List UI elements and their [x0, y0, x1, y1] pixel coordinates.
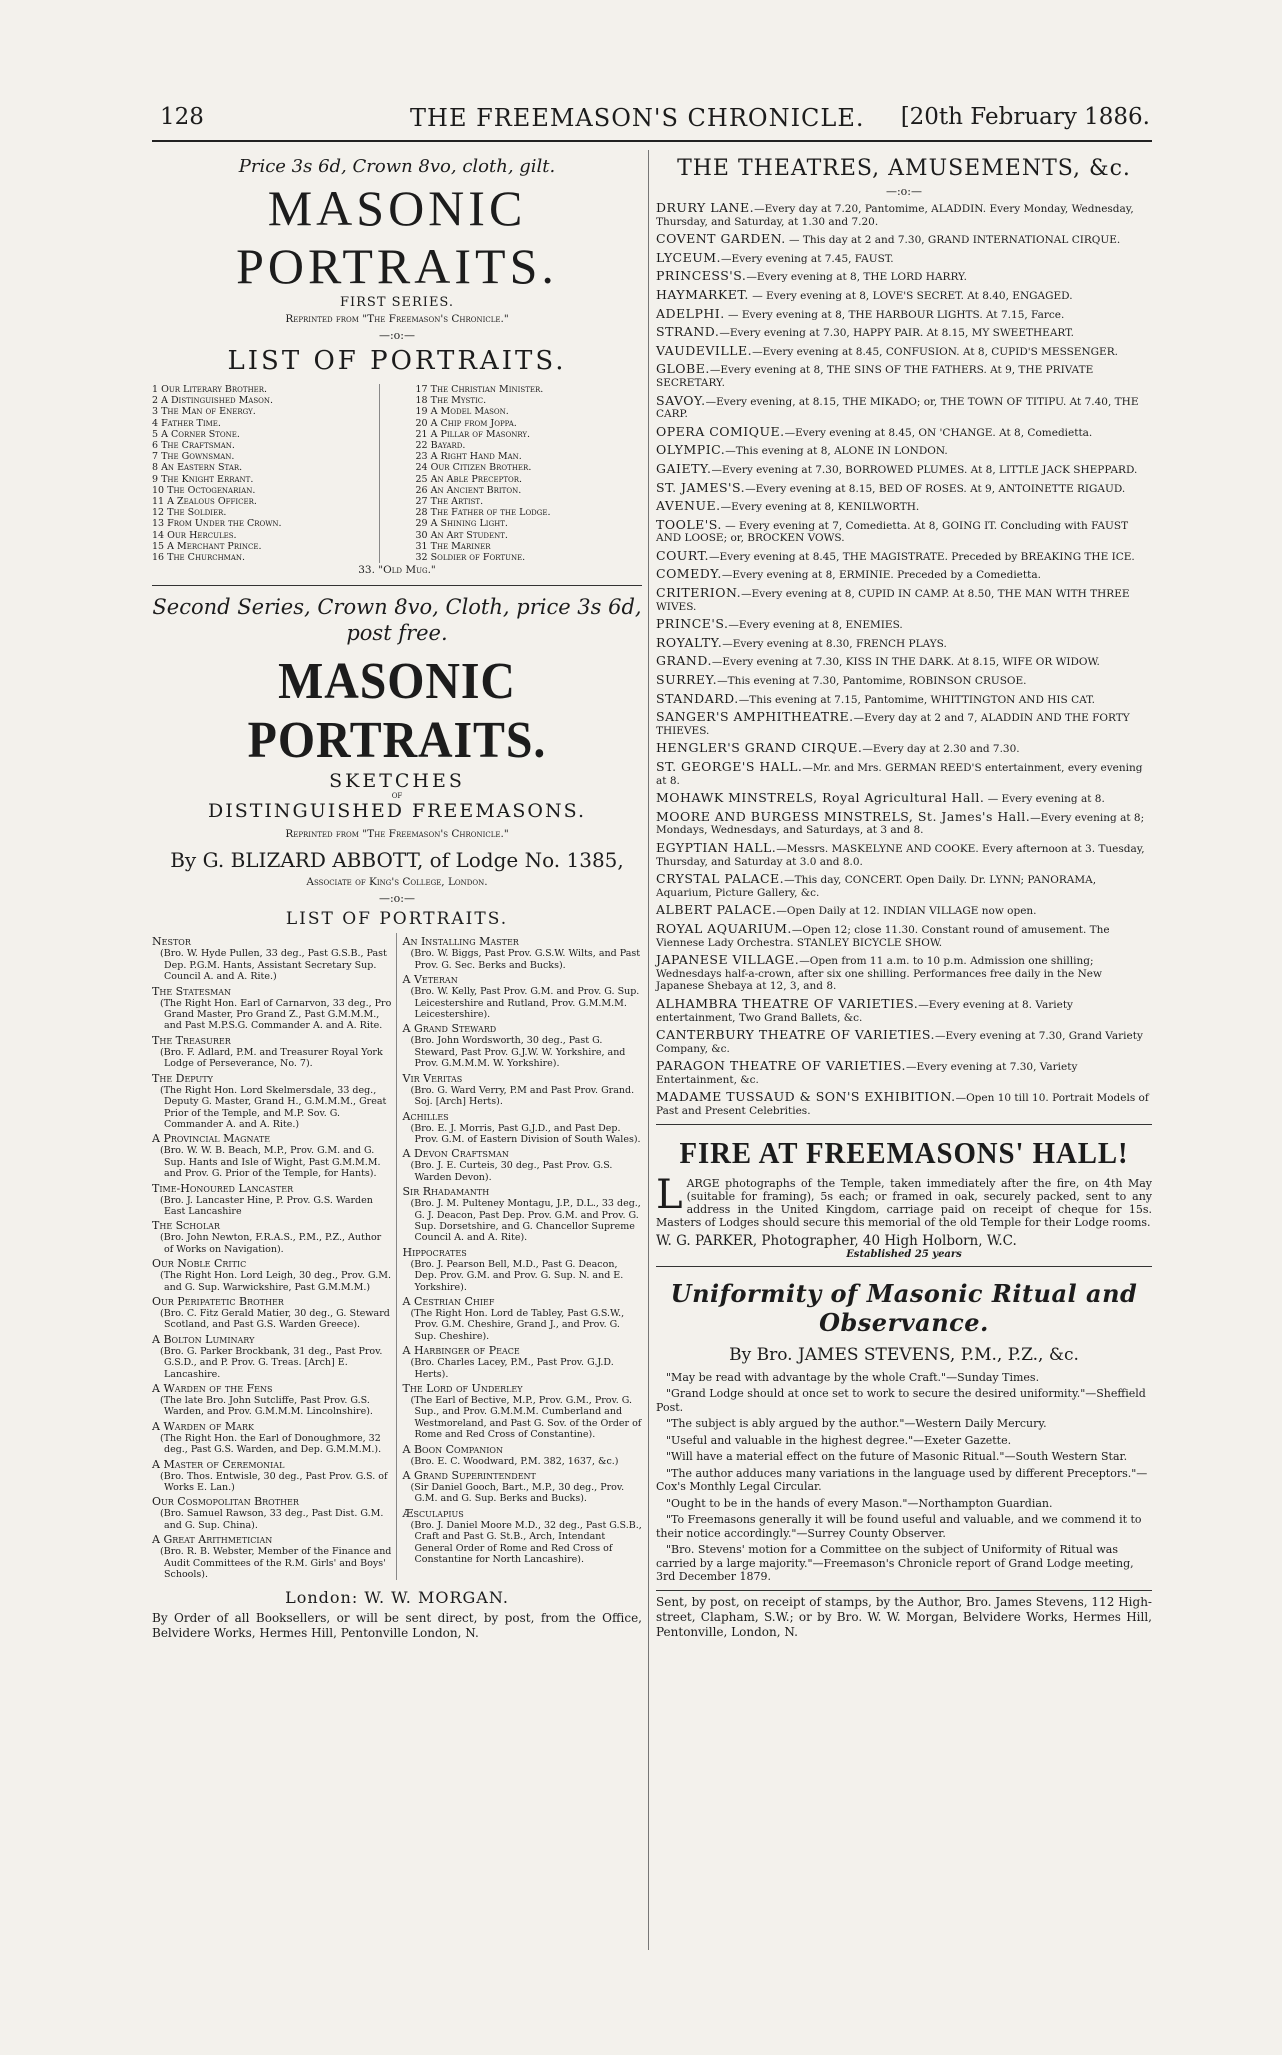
- portrait-title: The Lord of Underley: [402, 1382, 523, 1396]
- portrait-description: (Bro. Charles Lacey, P.M., Past Prov. G.J.D. Herts).: [410, 1357, 614, 1380]
- theatre-entry: [656, 286, 1152, 303]
- theatre-details: —Every evening at 8, CUPID IN CAMP. At 8.50, THE MAN WITH THREE WIVES.: [656, 588, 1130, 613]
- theatre-name: STRAND.: [656, 324, 720, 340]
- portrait-description: (Bro. C. Fitz Gerald Matier, 30 deg., G. Steward Scotland, and Past G.S. Warden Greece).: [160, 1307, 390, 1331]
- portrait-description: (Bro. J. Pearson Bell, M.D., Past G. Deacon, Dep. Prov. G.M. and Prov. G. Sup. N. and E. Yorkshire).: [410, 1258, 624, 1293]
- theatre-name: AVENUE.: [656, 498, 721, 514]
- portrait-entry: [403, 1344, 643, 1380]
- theatre-details: —This evening at 8, ALONE IN LONDON.: [725, 445, 948, 458]
- portrait-list-item: 28 The Father of the Lodge.: [415, 507, 551, 519]
- reprinted-note-1: Reprinted from "The Freemason's Chronicle.": [285, 313, 509, 325]
- theatre-details: —Every evening at 7.45, FAUST.: [721, 252, 894, 265]
- theatre-details: — Every evening at 8, LOVE'S SECRET. At 8.40, ENGAGED.: [748, 289, 1073, 302]
- portrait-entry: [152, 1295, 392, 1331]
- portrait-description: (Bro. G. Parker Brockbank, 31 deg., Past Prov. G.S.D., and P. Prov. G. Treas. [Arch] E. Lancashire.: [160, 1345, 383, 1380]
- theatre-details: —Every evening, at 8.15, THE MIKADO; or, THE TOWN OF TITIPU. At 7.40, THE CARP.: [656, 395, 1139, 421]
- theatre-entry: [656, 634, 1152, 651]
- portrait-list-2: [152, 933, 642, 1580]
- theatre-name: HAYMARKET.: [656, 286, 749, 302]
- portrait-list-2-col1: [152, 933, 396, 1580]
- press-quote: "Will have a material effect on the future of Masonic Ritual."—South Western Star.: [666, 1450, 1128, 1464]
- theatre-details: —Open Daily at 12. INDIAN VILLAGE now open.: [776, 905, 1037, 918]
- theatre-details: —Every evening at 7.30, BORROWED PLUMES. At 8, LITTLE JACK SHEPPARD.: [711, 463, 1138, 476]
- portrait-list-item: 27 The Artist.: [415, 496, 484, 508]
- portrait-entry: [152, 1533, 392, 1580]
- theatre-entry: [656, 568, 1152, 582]
- theatres-heading: THE THEATRES, AMUSEMENTS, &c.: [677, 156, 1131, 181]
- theatre-details: — This day at 2 and 7.30, GRAND INTERNATIONAL CIRQUE.: [785, 234, 1121, 247]
- portrait-title: Vir Veritas: [402, 1071, 463, 1085]
- theatre-entry: [656, 954, 1152, 993]
- fire-rule: [656, 1124, 1152, 1125]
- portrait-list-item: 1 Our Literary Brother.: [152, 384, 268, 395]
- theatre-entry: [656, 444, 1152, 458]
- portrait-title: Our Cosmopolitan Brother: [152, 1495, 299, 1509]
- theatre-name: ROYALTY.: [656, 634, 723, 650]
- portrait-title: A Great Arithmetician: [152, 1533, 273, 1547]
- portrait-list-item: 4 Father Time.: [152, 417, 221, 429]
- press-quote: "Useful and valuable in the highest degree."—Exeter Gazette.: [666, 1433, 1012, 1447]
- portrait-entry: [152, 1034, 392, 1070]
- portrait-list-item: 3 The Man of Energy.: [152, 406, 256, 418]
- theatre-entry: [656, 423, 1152, 440]
- theatre-entry: [656, 233, 1152, 247]
- portrait-title: Time-Honoured Lancaster: [152, 1181, 294, 1195]
- portrait-description: (The Right Hon. the Earl of Donoughmore, 32 deg., Past G.S. Warden, and Dep. G.M.M.M.).: [160, 1432, 382, 1456]
- theatre-details: —Every evening at 8.45, CONFUSION. At 8, CUPID'S MESSENGER.: [752, 345, 1118, 358]
- portrait-entry: [152, 1458, 392, 1494]
- fire-advert: [656, 1171, 1152, 1229]
- theatre-entry: [656, 808, 1152, 837]
- theatre-entry: [656, 1029, 1152, 1055]
- parker-line: W. G. PARKER, Photographer, 40 High Holborn, W.C.: [656, 1232, 1017, 1249]
- masonic-portraits-title-2: MASONIC PORTRAITS.: [247, 653, 547, 770]
- theatre-entry: [656, 363, 1152, 389]
- portrait-description: (The late Bro. John Sutcliffe, Past Prov. G.S. Warden, and Prov. G.M.M.M. Lincolnshire).: [160, 1395, 373, 1418]
- press-quote: "Ought to be in the hands of every Mason."—Northampton Guardian.: [666, 1496, 1053, 1510]
- theatre-entry: [656, 690, 1152, 707]
- separator-2: —:o:—: [378, 892, 416, 906]
- theatre-entry: [656, 873, 1152, 899]
- theatre-name: MOORE AND BURGESS MINSTRELS, St. James's Hall.: [656, 808, 1031, 824]
- portrait-title: A Warden of Mark: [152, 1419, 254, 1433]
- theatre-details: —Every evening at 8, THE SINS OF THE FATHERS. At 9, THE PRIVATE SECRETARY.: [656, 364, 1094, 389]
- theatre-name: COMEDY.: [656, 566, 722, 582]
- press-quote: "To Freemasons generally it will be found useful and valuable, and we commend it to their notice accordingly."—Surrey County Observer.: [656, 1513, 1142, 1540]
- portrait-list-item: 22 Bayard.: [415, 440, 466, 452]
- portrait-entry: [403, 1469, 643, 1505]
- portrait-list-item: 19 A Model Mason.: [415, 406, 509, 418]
- theatre-entry: [656, 674, 1152, 688]
- theatre-name: OPERA COMIQUE.: [656, 423, 785, 439]
- theatre-name: HENGLER'S GRAND CIRQUE.: [656, 740, 863, 756]
- theatre-entry: [656, 761, 1152, 787]
- portrait-description: (The Right Hon. Lord Skelmersdale, 33 deg., Deputy G. Master, Grand H., G.M.M.M., Great Prior of the Temple, and M.P. Sov. G. Commander A. and A. Rite.): [160, 1084, 387, 1130]
- portrait-list-item: 11 A Zealous Officer.: [152, 496, 257, 508]
- list1-last-item: 33. "Old Mug.": [358, 564, 436, 577]
- theatre-entry: [656, 1060, 1152, 1086]
- theatre-name: EGYPTIAN HALL.: [656, 839, 777, 855]
- portrait-title: Our Peripatetic Brother: [152, 1294, 284, 1308]
- theatre-details: — Every evening at 8, THE HARBOUR LIGHTS. At 7.15, Farce.: [724, 308, 1065, 321]
- theatre-entry: [656, 839, 1152, 868]
- portrait-entry: [152, 1072, 392, 1131]
- portrait-list-item: 9 The Knight Errant.: [152, 473, 254, 485]
- theatre-details: —Open 12; close 11.30. Constant round of amusement. The Viennese Lady Orchestra. STANLEY BICYCLE SHOW.: [656, 923, 1110, 949]
- portrait-description: (Bro. J. E. Curteis, 30 deg., Past Prov. G.S. Warden Devon).: [410, 1160, 613, 1183]
- theatre-entry: [656, 202, 1152, 228]
- theatre-entry: [656, 460, 1152, 477]
- portrait-title: The Deputy: [152, 1071, 213, 1085]
- theatre-entry: [656, 655, 1152, 669]
- theatre-details: —Messrs. MASKELYNE AND COOKE. Every afternoon at 3. Tuesday, Thursday, and Saturday at 3.0 and 8.0.: [656, 842, 1145, 868]
- theatre-entry: [656, 995, 1152, 1024]
- portrait-description: (Sir Daniel Gooch, Bart., M.P., 30 deg., Prov. G.M. and G. Sup. Berks and Bucks).: [410, 1482, 625, 1505]
- portrait-description: (Bro. W. Hyde Pullen, 33 deg., Past G.S.B., Past Dep. P.G.M. Hants, Assistant Secretary Sup. Council A. and A. Rite.): [160, 948, 387, 983]
- press-quote: "Grand Lodge should at once set to work to secure the desired uniformity."—Sheffield Post.: [656, 1387, 1146, 1414]
- portrait-title: Achilles: [402, 1109, 449, 1123]
- portrait-title: Æsculapius: [402, 1506, 464, 1520]
- portrait-description: (The Right Hon. Earl of Carnarvon, 33 deg., Pro Grand Master, Pro Grand Z., Past G.M.M.M., and Past M.P.S.G. Commander A. and A. Rite.: [160, 997, 392, 1032]
- theatre-details: — Every evening at 8.: [984, 793, 1105, 806]
- theatre-entry: [656, 392, 1152, 421]
- portrait-entry: [403, 1185, 643, 1244]
- portrait-entry: [152, 1219, 392, 1255]
- portrait-list-item: 20 A Chip from Joppa.: [415, 417, 517, 429]
- portrait-description: (Bro. W. Biggs, Past Prov. G.S.W. Wilts, and Past Prov. G. Sec. Berks and Bucks).: [410, 948, 641, 971]
- portrait-description: (Bro. J. Lancaster Hine, P. Prov. G.S. Warden East Lancashire: [160, 1194, 373, 1217]
- theatre-details: —Open 10 till 10. Portrait Models of Past and Present Celebrities.: [656, 1092, 1149, 1118]
- portrait-description: (The Earl of Bective, M.P., Prov. G.M., Prov. G. Sup., and Prov. G.M.M.M. Cumberland and Westmoreland, and Past G. Sov. of the Order of Rome and Red Cross of Constantine).: [410, 1395, 642, 1441]
- theatre-entry: [656, 904, 1152, 918]
- fire-text: ARGE photographs of the Temple, taken immediately after the fire, on 4th May (suitable for framing), 5s each; or framed in oak, securely packed, sent to any address in the United Kingdom, carriage paid on receipt of cheque for 15s. Masters of Lodges should secure this memorial of the old Temple for their Lodge rooms.: [656, 1176, 1152, 1229]
- london-publisher: London: W. W. MORGAN.: [285, 1588, 509, 1608]
- portrait-entry: [152, 1257, 392, 1293]
- press-quotes: [656, 1371, 1152, 1584]
- uniformity-rule: [656, 1266, 1152, 1267]
- theatre-entry: [656, 742, 1152, 756]
- portrait-entry: [403, 1147, 643, 1183]
- portrait-title: A Grand Steward: [402, 1022, 497, 1036]
- theatre-details: —Every evening at 8. Variety entertainment, Two Grand Ballets, &c.: [656, 998, 1073, 1024]
- theatre-name: GRAND.: [656, 653, 712, 669]
- issue-date: [20th February 1886.: [900, 104, 1150, 130]
- theatre-details: —Every evening at 7.30, KISS IN THE DARK. At 8.15, WIFE OR WIDOW.: [711, 656, 1100, 669]
- theatre-name: OLYMPIC.: [656, 442, 726, 458]
- theatre-entry: [656, 618, 1152, 632]
- theatres-separator: —:o:—: [885, 185, 923, 198]
- portrait-list-2-col2: [396, 933, 643, 1580]
- portrait-list-item: 6 The Craftsman.: [152, 440, 235, 452]
- theatre-details: —Every evening at 8.15, BED OF ROSES. At 9, ANTOINETTE RIGAUD.: [745, 482, 1126, 495]
- theatre-entry: [656, 342, 1152, 359]
- first-series: FIRST SERIES.: [339, 295, 455, 310]
- portrait-title: A Warden of the Fens: [152, 1382, 273, 1396]
- portrait-list-item: 30 An Art Student.: [415, 529, 508, 541]
- theatre-name: CANTERBURY THEATRE OF VARIETIES.: [656, 1027, 935, 1043]
- theatre-details: —Every evening at 8, ENEMIES.: [728, 619, 903, 632]
- press-quote: "May be read with advantage by the whole Craft."—Sunday Times.: [666, 1370, 1040, 1384]
- fire-title: FIRE AT FREEMASONS' HALL!: [679, 1134, 1129, 1170]
- portrait-title: A Master of Ceremonial: [152, 1457, 285, 1471]
- associate-line: Associate of King's College, London.: [306, 876, 488, 889]
- portrait-title: A Grand Superintendent: [402, 1469, 536, 1483]
- theatre-name: VAUDEVILLE.: [656, 342, 753, 358]
- order-note: By Order of all Booksellers, or will be sent direct, by post, from the Office, Belvidere Works, Hermes Hill, Pentonville London, N.: [152, 1611, 642, 1641]
- list-of-portraits-title-2: LIST OF PORTRAITS.: [285, 909, 509, 930]
- theatre-name: TOOLE'S.: [656, 516, 722, 532]
- portrait-description: (Bro. F. Adlard, P.M. and Treasurer Royal York Lodge of Perseverance, No. 7).: [160, 1046, 383, 1070]
- sketches: SKETCHES: [329, 770, 465, 793]
- portrait-list-item: 24 Our Citizen Brother.: [415, 462, 532, 474]
- portrait-description: (Bro. J. M. Pulteney Montagu, J.P., D.L., 33 deg., G. J. Deacon, Past Dep. Prov. G.M. and Prov. G. Sup. Dorsetshire, and G. Chancellor Supreme Council A. and A. Rite).: [410, 1198, 641, 1244]
- portrait-title: A Veteran: [402, 973, 458, 987]
- theatre-details: —Every evening at 8.30, FRENCH PLAYS.: [722, 637, 947, 650]
- portrait-entry: [152, 1132, 392, 1179]
- second-series-note: Second Series, Crown 8vo, Cloth, price 3s 6d, post free.: [152, 595, 642, 646]
- column-divider: [648, 150, 649, 1950]
- portrait-list-item: 23 A Right Hand Man.: [415, 451, 522, 463]
- portrait-list-1-col1: [152, 384, 379, 563]
- theatre-name: DRURY LANE.: [656, 200, 755, 215]
- portrait-list-item: 14 Our Hercules.: [152, 529, 237, 541]
- portrait-list-item: 25 An Able Preceptor.: [415, 473, 523, 485]
- uniformity-title: Uniformity of Masonic Ritual and Observance.: [670, 1278, 1138, 1337]
- portrait-list-item: 26 An Ancient Briton.: [415, 484, 522, 496]
- portrait-description: (Bro. Thos. Entwisle, 30 deg., Past Prov. G.S. of Works E. Lan.): [160, 1470, 388, 1494]
- portrait-description: (Bro. E. C. Woodward, P.M. 382, 1637, &c.): [410, 1455, 619, 1467]
- theatre-details: —Every evening at 8, KENILWORTH.: [720, 501, 920, 514]
- portrait-list-item: 17 The Christian Minister.: [415, 384, 544, 395]
- theatre-details: —Every evening at 7.30, Grand Variety Company, &c.: [656, 1030, 1143, 1055]
- portrait-entry: [152, 1182, 392, 1218]
- theatre-name: ST. JAMES'S.: [656, 479, 746, 495]
- theatre-name: COURT.: [656, 547, 710, 563]
- theatre-details: —Every day at 2.30 and 7.30.: [862, 743, 1020, 756]
- portrait-description: (Bro. R. B. Webster, Member of the Finance and Audit Committees of the R.M. Girls' and Boys' Schools).: [160, 1546, 392, 1581]
- theatre-entry: [656, 1091, 1152, 1117]
- distinguished-freemasons: DISTINGUISHED FREEMASONS.: [208, 800, 586, 823]
- established-line: Established 25 years: [846, 1248, 962, 1260]
- portrait-list-item: 31 The Mariner: [415, 540, 491, 552]
- portrait-title: A Cestrian Chief: [402, 1294, 495, 1308]
- theatre-details: —Every day at 7.20, Pantomime, ALADDIN. Every Monday, Wednesday, Thursday, and Saturday, at 1.30 and 7.20.: [656, 203, 1134, 228]
- portrait-list-1-col2: [379, 384, 643, 563]
- section-rule: [152, 585, 642, 586]
- portrait-title: A Bolton Luminary: [152, 1332, 255, 1346]
- theatre-details: —Every evening at 7.30, HAPPY PAIR. At 8.15, MY SWEETHEART.: [719, 327, 1074, 340]
- separator: —:o:—: [378, 329, 416, 342]
- of-label: OF: [391, 792, 403, 801]
- portrait-list-item: 15 A Merchant Prince.: [152, 540, 262, 552]
- theatre-name: PARAGON THEATRE OF VARIETIES.: [656, 1058, 906, 1074]
- theatre-name: MADAME TUSSAUD & SON'S EXHIBITION.: [656, 1089, 956, 1105]
- price-line-1: Price 3s 6d, Crown 8vo, cloth, gilt.: [238, 156, 556, 177]
- portrait-entry: [152, 1333, 392, 1380]
- portrait-list-item: 7 The Gownsman.: [152, 451, 235, 463]
- drop-cap: L: [656, 1171, 683, 1218]
- press-quote: "The author adduces many variations in the language used by different Preceptors."—Cox's Monthly Legal Circular.: [656, 1466, 1148, 1494]
- portrait-entry: [152, 1382, 392, 1418]
- theatre-name: STANDARD.: [656, 690, 739, 706]
- sent-note: Sent, by post, on receipt of stamps, by the Author, Bro. James Stevens, 112 High-street, Clapham, S.W.; or by Bro. W. W. Morgan, Belvidere Works, Hermes Hill, Pentonville, London, N.: [656, 1594, 1152, 1639]
- portrait-title: A Boon Companion: [402, 1442, 503, 1456]
- theatre-name: COVENT GARDEN.: [656, 231, 786, 247]
- theatre-name: SURREY.: [656, 672, 718, 688]
- portrait-description: (Bro. J. Daniel Moore M.D., 32 deg., Past G.S.B., Craft and Past G. St.B., Arch, Intendant General Order of Rome and Red Cross of Constantine for North Lancashire).: [410, 1519, 642, 1566]
- theatre-name: GLOBE.: [656, 361, 710, 377]
- portrait-description: (Bro. W. W. B. Beach, M.P., Prov. G.M. and G. Sup. Hants and Isle of Wight, Past G.M.M.M. and Prov. G. Prior of the Temple, for Hants).: [160, 1145, 381, 1180]
- theatre-name: PRINCE'S.: [656, 616, 729, 632]
- portrait-title: A Devon Craftsman: [402, 1147, 509, 1161]
- portrait-list-item: 21 A Pillar of Masonry.: [415, 428, 531, 440]
- portrait-list-item: 10 The Octogenarian.: [152, 484, 256, 496]
- theatre-name: CRYSTAL PALACE.: [656, 871, 785, 887]
- portrait-title: The Treasurer: [152, 1033, 231, 1047]
- theatre-listings: [656, 202, 1152, 1118]
- theatre-details: —Mr. and Mrs. GERMAN REED'S entertainment, every evening at 8.: [656, 762, 1143, 787]
- page-number: 128: [160, 104, 204, 130]
- theatre-entry: [656, 920, 1152, 949]
- theatre-name: JAPANESE VILLAGE.: [656, 952, 800, 968]
- theatre-name: ST. GEORGE'S HALL.: [656, 759, 803, 774]
- portrait-entry: [152, 1420, 392, 1456]
- portrait-list-item: 18 The Mystic.: [415, 395, 487, 407]
- portrait-entry: [152, 935, 392, 982]
- list-of-portraits-title-1: LIST OF PORTRAITS.: [227, 346, 567, 376]
- theatre-name: SANGER'S AMPHITHEATRE.: [656, 709, 854, 725]
- author-line: By G. BLIZARD ABBOTT, of Lodge No. 1385,: [170, 848, 624, 873]
- portrait-title: Our Noble Critic: [152, 1257, 247, 1271]
- theatre-details: —Every evening at 8.45, THE MAGISTRATE. Preceded by BREAKING THE ICE.: [709, 550, 1135, 563]
- portrait-list-item: 2 A Distinguished Mason.: [152, 395, 274, 407]
- page-header: [160, 104, 1150, 144]
- portrait-list-item: 29 A Shining Light.: [415, 518, 508, 530]
- theatre-details: —Every evening at 8.45, ON 'CHANGE. At 8, Comedietta.: [784, 426, 1093, 439]
- portrait-title: The Scholar: [152, 1219, 220, 1233]
- portrait-description: (Bro. John Newton, F.R.A.S., P.M., P.Z., Author of Works on Navigation).: [160, 1232, 382, 1255]
- theatre-details: —This evening at 7.30, Pantomime, ROBINSON CRUSOE.: [717, 675, 1027, 688]
- portrait-list-item: 16 The Churchman.: [152, 552, 246, 564]
- theatre-name: ADELPHI.: [656, 305, 725, 321]
- theatre-entry: [656, 547, 1152, 564]
- portrait-list-item: 32 Soldier of Fortune.: [415, 552, 526, 564]
- theatre-name: ALBERT PALACE.: [656, 902, 777, 918]
- portrait-entry: [403, 1443, 643, 1467]
- theatre-entry: [656, 587, 1152, 613]
- portrait-title: The Statesman: [152, 984, 232, 998]
- reprinted-note-2: Reprinted from "The Freemason's Chronicle.": [285, 828, 509, 841]
- theatre-details: —Open from 11 a.m. to 10 p.m. Admission one shilling; Wednesdays half-a-crown, after six one shilling. Performances free daily in the New Japanese Shebaya at 12, 3, and 8.: [656, 955, 1102, 993]
- theatre-entry: [656, 500, 1152, 514]
- portrait-entry: [403, 1072, 643, 1108]
- theatre-entry: [656, 711, 1152, 737]
- portrait-entry: [403, 1507, 643, 1566]
- portrait-list-1: [152, 384, 642, 563]
- theatre-details: —Every day at 2 and 7, ALADDIN AND THE FORTY THIEVES.: [656, 712, 1130, 737]
- portrait-description: (Bro. John Wordsworth, 30 deg., Past G. Steward, Past Prov. G.J.W. W. Yorkshire, and Prov. G.M.M.M. W. Yorkshire).: [410, 1035, 626, 1070]
- theatre-entry: [656, 305, 1152, 322]
- portrait-title: Sir Rhadamanth: [402, 1185, 490, 1199]
- theatre-entry: [656, 270, 1152, 284]
- portrait-list-item: 5 A Corner Stone.: [152, 428, 240, 440]
- portrait-entry: [152, 1495, 392, 1531]
- press-quote: "The subject is ably argued by the author."—Western Daily Mercury.: [666, 1417, 1047, 1431]
- theatre-details: —Every evening at 8; Mondays, Wednesdays, and Saturdays, at 3 and 8.: [656, 811, 1145, 837]
- portrait-list-item: 12 The Soldier.: [152, 507, 227, 519]
- portrait-entry: [403, 973, 643, 1020]
- portrait-description: (Bro. W. Kelly, Past Prov. G.M. and Prov. G. Sup. Leicestershire and Rutland, Prov. G.M.M.M. Leicestershire).: [410, 986, 640, 1021]
- portrait-description: (Bro. G. Ward Verry, P.M and Past Prov. Grand. Soj. [Arch] Herts).: [410, 1084, 635, 1108]
- portrait-title: An Installing Master: [402, 935, 519, 949]
- portrait-entry: [403, 935, 643, 971]
- stevens-author: By Bro. JAMES STEVENS, P.M., P.Z., &c.: [729, 1344, 1079, 1365]
- header-rule: [152, 140, 1152, 142]
- theatre-entry: [656, 249, 1152, 266]
- portrait-description: (The Right Hon. Lord Leigh, 30 deg., Prov. G.M. and G. Sup. Warwickshire, Past G.M.M.M.): [160, 1270, 391, 1293]
- right-column: [656, 150, 1152, 1640]
- theatre-entry: [656, 479, 1152, 496]
- portrait-entry: [403, 1382, 643, 1441]
- theatre-name: ROYAL AQUARIUM.: [656, 920, 792, 936]
- theatre-name: ALHAMBRA THEATRE OF VARIETIES.: [656, 995, 919, 1011]
- publication-title: THE FREEMASON'S CHRONICLE.: [410, 104, 865, 132]
- left-column: [152, 150, 642, 1641]
- portrait-title: A Provincial Magnate: [152, 1132, 271, 1146]
- theatre-details: —Every evening at 8, ERMINIE. Preceded by a Comedietta.: [721, 569, 1041, 582]
- portrait-description: (Bro. Samuel Rawson, 33 deg., Past Dist. G.M. and G. Sup. China).: [160, 1508, 384, 1531]
- theatre-entry: [656, 516, 1152, 545]
- theatre-details: —This evening at 7.15, Pantomime, WHITTINGTON AND HIS CAT.: [738, 693, 1095, 706]
- theatre-details: —Every evening at 7.30, Variety Entertainment, &c.: [656, 1061, 1078, 1086]
- portrait-entry: [403, 1246, 643, 1293]
- masonic-portraits-title-1: MASONIC PORTRAITS.: [236, 180, 558, 294]
- theatre-name: MOHAWK MINSTRELS, Royal Agricultural Hall.: [656, 790, 985, 806]
- theatre-details: — Every evening at 7, Comedietta. At 8, GOING IT. Concluding with FAUST AND LOOSE; or, BROCKEN VOWS.: [656, 519, 1129, 545]
- theatre-name: LYCEUM.: [656, 249, 722, 265]
- portrait-list-item: 8 An Eastern Star.: [152, 462, 243, 474]
- portrait-title: Nestor: [152, 935, 191, 949]
- portrait-entry: [403, 1022, 643, 1069]
- portrait-entry: [403, 1110, 643, 1146]
- theatre-entry: [656, 792, 1152, 806]
- portrait-title: A Harbinger of Peace: [402, 1344, 520, 1358]
- theatre-name: GAIETY.: [656, 460, 712, 476]
- portrait-description: (Bro. E. J. Morris, Past G.J.D., and Past Dep. Prov. G.M. of Eastern Division of South Wales).: [410, 1122, 641, 1145]
- portrait-description: (The Right Hon. Lord de Tabley, Past G.S.W., Prov. G.M. Cheshire, Grand J., and Prov. G. Sup. Cheshire).: [410, 1307, 625, 1342]
- portrait-entry: [403, 1295, 643, 1342]
- sent-rule: [656, 1590, 1152, 1591]
- theatre-name: CRITERION.: [656, 585, 742, 601]
- theatre-details: —Every evening at 8, THE LORD HARRY.: [746, 271, 967, 284]
- portrait-entry: [152, 985, 392, 1032]
- theatre-entry: [656, 326, 1152, 340]
- theatre-name: SAVOY.: [656, 392, 706, 408]
- theatre-name: PRINCESS'S.: [656, 268, 747, 284]
- theatre-details: —This day, CONCERT. Open Daily. Dr. LYNN; PANORAMA, Aquarium, Picture Gallery, &c.: [656, 874, 1097, 899]
- portrait-list-item: 13 From Under the Crown.: [152, 518, 282, 530]
- portrait-title: Hippocrates: [402, 1245, 467, 1259]
- press-quote: "Bro. Stevens' motion for a Committee on the subject of Uniformity of Ritual was carried by a large majority."—Freemason's Chronicle report of Grand Lodge meeting, 3rd December 1879.: [656, 1543, 1134, 1584]
